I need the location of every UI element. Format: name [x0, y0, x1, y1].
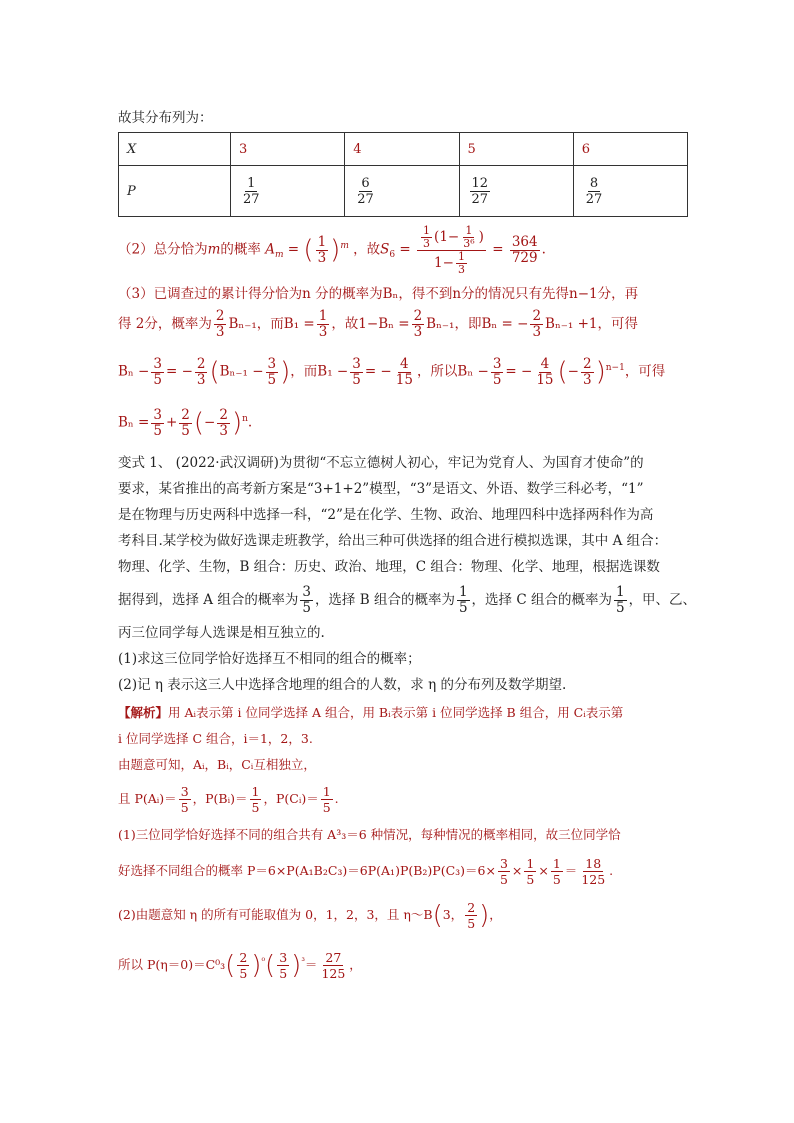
p-value: $\frac{6}{27}$ [345, 166, 459, 217]
solution-line: 由题意可知，Aᵢ，Bᵢ，Cᵢ互相独立， [118, 757, 316, 773]
solution-line: (2)由题意知 η 的所有可能取值为 0，1，2，3，且 η～B(3， $\frac{2}{5}$ )， [118, 900, 502, 932]
question-2: (2)记 η 表示这三人中选择含地理的组合的人数，求 η 的分布列及数学期望. [118, 677, 567, 694]
x-value: 3 [231, 133, 345, 166]
p-value: $\frac{12}{27}$ [459, 166, 573, 217]
variant-line: 据得到，选择 A 组合的概率为 $\frac{3}{5}$ ，选择 B 组合的概率为 $\frac{1}{5}$ ，选择 C 组合的概率为 $\frac{1}{5}$ ，甲、乙、 [118, 584, 697, 617]
solution-line: 好选择不同组合的概率 P＝6×P(A₁B₂C₃)＝6P(A₁)P(B₂)P(C₃)＝6× $\frac{3}{5}$ × $\frac{1}{5}$ × $\frac{1}{5}$ ＝ $\frac{18}{125}$ . [118, 856, 614, 888]
x-value: 4 [345, 133, 459, 166]
solution-line: 所以 P(η＝0)＝C⁰₃( $\frac{2}{5}$ )$^{^0}$( $\frac{3}{5}$ )$^{^3}$＝ $\frac{27}{125}$ ， [118, 949, 362, 981]
x-value: 6 [573, 133, 687, 166]
intro-text: 故其分布列为： [118, 110, 213, 126]
table-row [119, 166, 688, 217]
distribution-table [118, 132, 688, 217]
variant-line: 物理、化学、生物，B 组合：历史、政治、地理，C 组合：物理、化学、地理，根据选课数 [118, 559, 660, 576]
question-1: (1)求这三位同学恰好选择互不相同的组合的概率； [118, 651, 421, 668]
p-value: $\frac{8}{27}$ [573, 166, 687, 217]
solution-line: (1)三位同学恰好选择不同的组合共有 A³₃＝6 种情况，每种情况的概率相同，故三位同学恰 [118, 827, 621, 843]
part3-line4: Bₙ = $\frac{3}{5}$ + $\frac{2}{5}$ (− $\frac{2}{3}$ )$^n$. [118, 406, 253, 439]
x-value: 5 [459, 133, 573, 166]
part3-line2: 得 2分，概率为 $\frac{2}{3}$ Bₙ₋₁，而B₁ = $\frac{1}{3}$ ，故1−Bₙ = $\frac{2}{3}$ Bₙ₋₁，即Bₙ = − $\frac{2}{3}$ Bₙ₋₁ +1，可得 [118, 308, 639, 341]
solution-line: 且 P(Aᵢ)＝ $\frac{3}{5}$ ，P(Bᵢ)＝ $\frac{1}{5}$ ，P(Cᵢ)＝ $\frac{1}{5}$ . [118, 784, 339, 816]
part3-line3: Bₙ − $\frac{3}{5}$ = − $\frac{2}{3}$ (Bₙ₋₁ − $\frac{3}{5}$ )，而B₁ − $\frac{3}{5}$ = − $\frac{4}{15}$ ，所以Bₙ − $\frac{3}{5}$ = − $\frac{4}{15}$ (− $\frac{2}{3}$ )$^{n-1}$，可得 [118, 355, 666, 388]
solution-tag: 【解析】 [118, 705, 169, 721]
row-x-label: X [119, 133, 231, 166]
variant-line: 要求，某省推出的高考新方案是“3+1+2”模型，“3”是语文、外语、数学三科必考，“1” [118, 481, 644, 498]
document-page [118, 108, 697, 988]
solution [118, 700, 688, 988]
solution-line: 【解析】用 Aᵢ表示第 i 位同学选择 A 组合，用 Bᵢ表示第 i 位同学选择 B 组合，用 Cᵢ表示第 [118, 705, 624, 721]
variant-line: 丙三位同学每人选课是相互独立的. [118, 625, 325, 642]
p-value: $\frac{1}{27}$ [231, 166, 345, 217]
table-row [119, 133, 688, 166]
part2-line: （2）总分恰为m的概率 $A_m$ = ( $\frac{1}{3}$ )$^m$ ，故$S_6$ = $\frac{1}{3}$ (1− $\frac{1}{\text{3⁶}}$ ) 1− $\frac{1}{3}$ = $\frac{364}{729}$ . [118, 223, 546, 276]
variant-line: 考科目.某学校为做好选课走班教学，给出三种可供选择的组合进行模拟选课，其中 A 组合： [118, 533, 668, 550]
variant-problem [118, 450, 697, 698]
part3-line1: （3）已调查过的累计得分恰为n 分的概率为Bₙ，得不到n分的情况只有先得n−1分，再 [118, 286, 639, 303]
solution-line: i 位同学选择 C 组合，i＝1，2，3. [118, 731, 313, 747]
row-p-label: P [119, 166, 231, 217]
variant-line: 变式 1、 (2022·武汉调研)为贯彻“不忘立德树人初心，牢记为党育人、为国育才使命”的 [118, 455, 644, 472]
variant-line: 是在物理与历史两科中选择一科，“2”是在化学、生物、政治、地理四科中选择两科作为高 [118, 507, 654, 524]
